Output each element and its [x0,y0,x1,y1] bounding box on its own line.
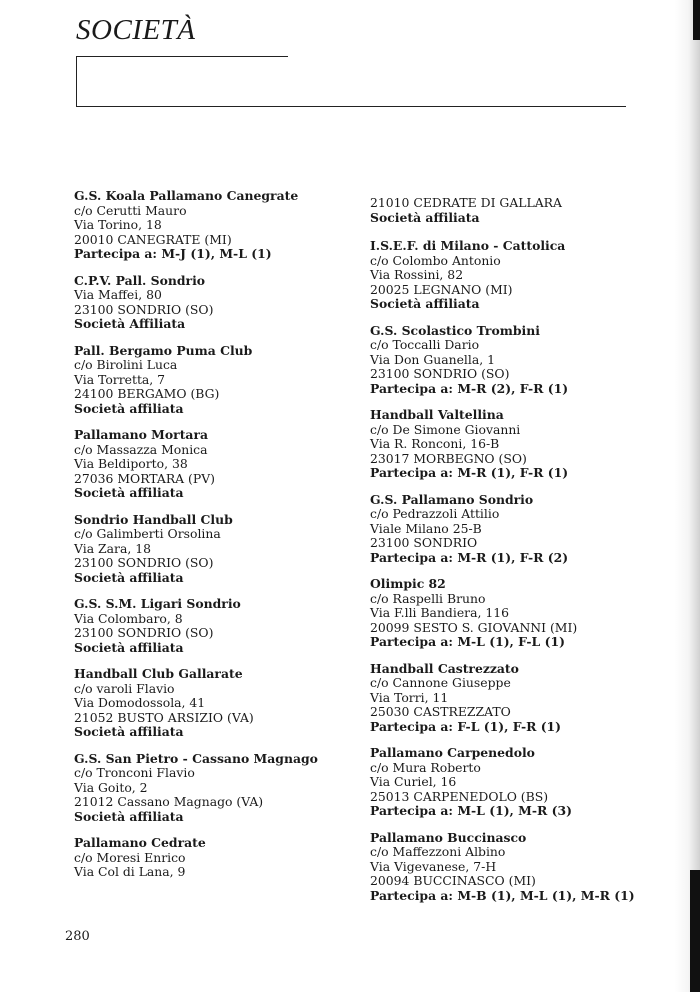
club-status: Società affiliata [74,724,184,739]
title-frame-rule [76,56,626,108]
club-address-line: c/o Raspelli Bruno [370,590,486,606]
club-address-line: Via Torri, 11 [370,689,449,705]
club-entry [74,667,364,740]
club-entry [74,597,364,655]
club-address-line: 25013 CARPENEDOLO (BS) [370,788,549,804]
club-address-line: Via Beldiporto, 38 [74,456,188,471]
club-address-line: c/o Massazza Monica [74,441,208,457]
club-address-line: c/o Moresi Enrico [74,849,186,865]
club-address-line: 23100 SONDRIO (SO) [74,625,214,640]
club-entry [74,428,364,501]
club-status: Partecipa a: M-B (1), M-L (1), M-R (1) [370,887,635,903]
club-address-line: Via Zara, 18 [74,540,151,556]
club-address-line: 20099 SESTO S. GIOVANNI (MI) [370,619,578,635]
club-status: Partecipa a: M-R (1), F-R (2) [370,549,569,565]
left-column [74,189,364,892]
club-entry [74,189,364,262]
club-status: Società affiliata [74,639,184,655]
club-status: Società affiliata [74,808,184,824]
club-entry [370,746,670,819]
book-spine-edge-top [693,0,700,40]
club-address-line: 21012 Cassano Magnago (VA) [74,794,264,809]
club-entry [370,493,670,566]
club-address-line: c/o Cannone Giuseppe [370,675,511,690]
club-address-line: 27036 MORTARA (PV) [74,470,216,486]
club-address-line: Via Rossini, 82 [370,267,464,282]
club-name: G.S. Koala Pallamano Canegrate [74,188,299,203]
club-name: Handball Valtellina [370,407,504,422]
club-name: I.S.E.F. di Milano - Cattolica [370,238,566,253]
club-address-line: 23017 MORBEGNO (SO) [370,450,527,466]
club-status: Società affiliata [370,296,480,311]
club-name: Pallamano Mortara [74,427,208,442]
club-name: G.S. Pallamano Sondrio [370,491,534,507]
club-address-line: Via Domodossola, 41 [74,695,206,710]
club-entry [74,513,364,586]
book-spine-shadow [674,0,700,992]
club-address-line: c/o Toccalli Dario [370,337,480,352]
club-name: C.P.V. Pall. Sondrio [74,272,206,288]
club-status: Partecipa a: M-J (1), M-L (1) [74,246,272,261]
page-title: SOCIETÀ [76,14,196,46]
club-address-line: Via Col di Lana, 9 [74,864,186,879]
club-address-line: c/o Pedrazzoli Attilio [370,506,500,521]
club-status: Società affiliata [74,400,184,416]
club-address-line: 23100 SONDRIO (SO) [370,366,510,381]
club-address-line: Via Torino, 18 [74,217,162,232]
club-address-line: 21052 BUSTO ARSIZIO (VA) [74,709,254,725]
club-status: Società Affiliata [74,316,186,331]
club-address-line: c/o Mura Roberto [370,759,481,775]
club-name: Handball Castrezzato [370,660,519,676]
club-address-line: c/o varoli Flavio [74,680,175,696]
club-address-line: c/o Maffezzoni Albino [370,844,506,859]
club-address-line: 25030 CASTREZZATO [370,704,511,719]
club-name: Pallamano Carpenedolo [370,745,535,760]
club-address-line: Viale Milano 25-B [370,520,482,536]
club-name: G.S. S.M. Ligari Sondrio [74,596,241,611]
club-entry [370,239,670,312]
club-address-line: c/o Cerutti Mauro [74,202,187,218]
club-name: Sondrio Handball Club [74,511,233,527]
club-address-line: 23100 SONDRIO [370,535,478,550]
club-address-line: Via Maffei, 80 [74,287,162,302]
club-name: G.S. Scolastico Trombini [370,322,540,338]
club-address-line: Via Vigevanese, 7-H [370,858,497,874]
club-name: G.S. San Pietro - Cassano Magnago [74,750,318,766]
club-status: Società affiliata [74,485,184,500]
club-status: Società affiliata [74,569,184,585]
club-address-line: 20025 LEGNANO (MI) [370,281,513,297]
club-address-line: 23100 SONDRIO (SO) [74,555,214,570]
club-address-line: Via Colombaro, 8 [74,610,183,626]
club-address-line: c/o De Simone Giovanni [370,421,521,437]
club-address-line: Via Curiel, 16 [370,774,457,789]
club-name: Handball Club Gallarate [74,666,243,681]
book-spine-edge-bottom [690,870,700,992]
frame-left-rule [76,56,77,106]
club-address-line: c/o Galimberti Orsolina [74,526,221,541]
right-column [370,196,670,915]
club-address-line: 21010 CEDRATE DI GALLARA [370,195,562,210]
club-entry [370,831,670,904]
club-entry [370,324,670,397]
club-status: Società affiliata [370,209,480,225]
club-name: Pallamano Buccinasco [370,829,527,845]
club-address-line: c/o Colombo Antonio [370,252,501,268]
club-address-line: Via Goito, 2 [74,779,148,795]
club-address-line: 20010 CANEGRATE (MI) [74,231,232,247]
club-status: Partecipa a: M-L (1), F-L (1) [370,634,565,649]
club-status: Partecipa a: M-L (1), M-R (3) [370,803,572,818]
club-address-line: c/o Birolini Luca [74,357,178,372]
club-status: Partecipa a: F-L (1), F-R (1) [370,718,562,734]
club-address-line: 24100 BERGAMO (BG) [74,386,220,401]
club-address-line: 23100 SONDRIO (SO) [74,301,214,317]
club-entry [370,577,670,650]
page-number: 280 [65,929,90,944]
club-address-line: Via Don Guanella, 1 [370,351,495,367]
club-status: Partecipa a: M-R (1), F-R (1) [370,465,569,480]
club-address-line: 20094 BUCCINASCO (MI) [370,873,536,888]
club-status: Partecipa a: M-R (2), F-R (1) [370,380,569,396]
club-entry [370,662,670,735]
club-entry [74,836,364,880]
club-entry [74,274,364,332]
club-entry [370,408,670,481]
club-address-line: Via F.lli Bandiera, 116 [370,605,509,620]
club-address-line: c/o Tronconi Flavio [74,765,195,780]
club-name: Olimpic 82 [370,576,446,591]
club-address-line: Via R. Ronconi, 16-B [370,436,500,451]
club-address-line: Via Torretta, 7 [74,371,166,387]
frame-bottom-rule [76,106,626,107]
club-name: Pall. Bergamo Puma Club [74,342,253,358]
club-entry [74,344,364,417]
club-name: Pallamano Cedrate [74,835,206,850]
club-entry [370,196,670,225]
frame-top-rule [76,56,288,57]
club-entry [74,752,364,825]
